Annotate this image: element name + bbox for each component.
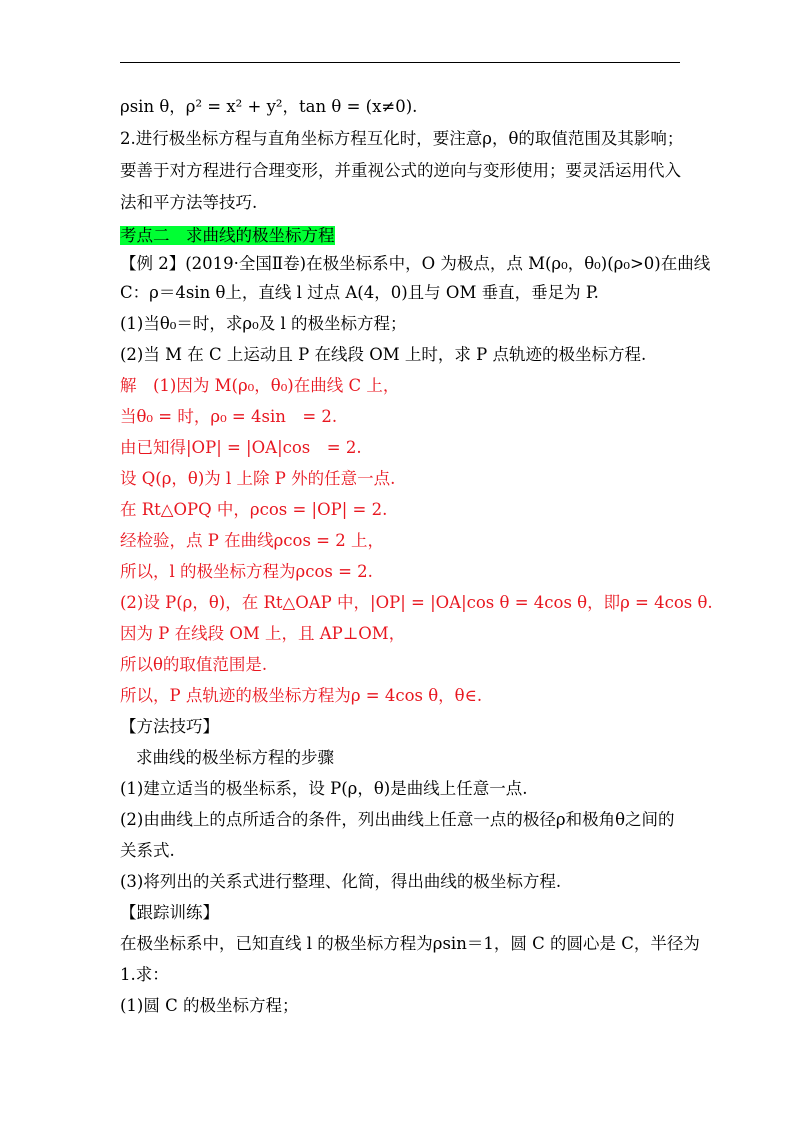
text-line: (2)由曲线上的点所适合的条件，列出曲线上任意一点的极径ρ和极角θ之间的	[120, 810, 675, 829]
text-line: C：ρ＝4sin θ上，直线 l 过点 A(4，0)且与 OM 垂直，垂足为 P.	[120, 283, 599, 302]
solution-line: 所以，l 的极坐标方程为ρcos = 2.	[120, 562, 373, 581]
solution-line: (2)设 P(ρ，θ)，在 Rt△OAP 中，|OP| = |OA|cos θ = 4cos θ，即ρ = 4cos θ.	[120, 593, 713, 612]
text-line: ρsin θ，ρ² = x² + y²，tan θ = (x≠0).	[120, 97, 418, 116]
text-line: (3)将列出的关系式进行整理、化简，得出曲线的极坐标方程.	[120, 872, 562, 891]
solution-line: 所以，P 点轨迹的极坐标方程为ρ = 4cos θ，θ∈.	[120, 686, 483, 705]
text-line: 2.进行极坐标方程与直角坐标方程互化时，要注意ρ，θ的取值范围及其影响；	[120, 129, 684, 148]
method-heading: 【方法技巧】	[120, 717, 219, 736]
text-line: (1)建立适当的极坐标系，设 P(ρ，θ)是曲线上任意一点.	[120, 779, 528, 798]
solution-line: 经检验，点 P 在曲线ρcos = 2 上，	[120, 531, 384, 550]
text-line: 要善于对方程进行合理变形，并重视公式的逆向与变形使用；要灵活运用代入	[120, 161, 681, 180]
text-line: 关系式.	[120, 841, 175, 860]
solution-line: 解 (1)因为 M(ρ₀，θ₀)在曲线 C 上，	[120, 376, 400, 395]
question-1: (1)当θ₀＝时，求ρ₀及 l 的极坐标方程；	[120, 314, 407, 333]
solution-line: 因为 P 在线段 OM 上，且 AP⊥OM，	[120, 624, 406, 643]
solution-line: 在 Rt△OPQ 中，ρcos = |OP| = 2.	[120, 500, 388, 519]
text-line: 法和平方法等技巧.	[120, 193, 258, 212]
practice-heading: 【跟踪训练】	[120, 903, 219, 922]
text-line: (1)圆 C 的极坐标方程；	[120, 996, 299, 1015]
section-heading-wrap	[120, 225, 335, 247]
text-line: 在极坐标系中，已知直线 l 的极坐标方程为ρsin＝1，圆 C 的圆心是 C，半径为	[120, 934, 700, 953]
solution-line: 所以θ的取值范围是.	[120, 655, 268, 674]
question-2: (2)当 M 在 C 上运动且 P 在线段 OM 上时，求 P 点轨迹的极坐标方程.	[120, 345, 647, 364]
text-line: 求曲线的极坐标方程的步骤	[136, 748, 334, 767]
solution-line: 由已知得|OP| = |OA|cos = 2.	[120, 438, 362, 457]
solution-line: 设 Q(ρ，θ)为 l 上除 P 外的任意一点.	[120, 469, 396, 488]
header-rule	[120, 62, 680, 63]
example-title: 【例 2】(2019·全国Ⅱ卷)在极坐标系中，O 为极点，点 M(ρ₀，θ₀)(ρ₀>0)在曲线	[120, 254, 711, 273]
solution-line: 当θ₀ = 时，ρ₀ = 4sin = 2.	[120, 407, 338, 426]
text-line: 1.求：	[120, 965, 169, 984]
section-heading: 考点二 求曲线的极坐标方程	[120, 226, 335, 245]
